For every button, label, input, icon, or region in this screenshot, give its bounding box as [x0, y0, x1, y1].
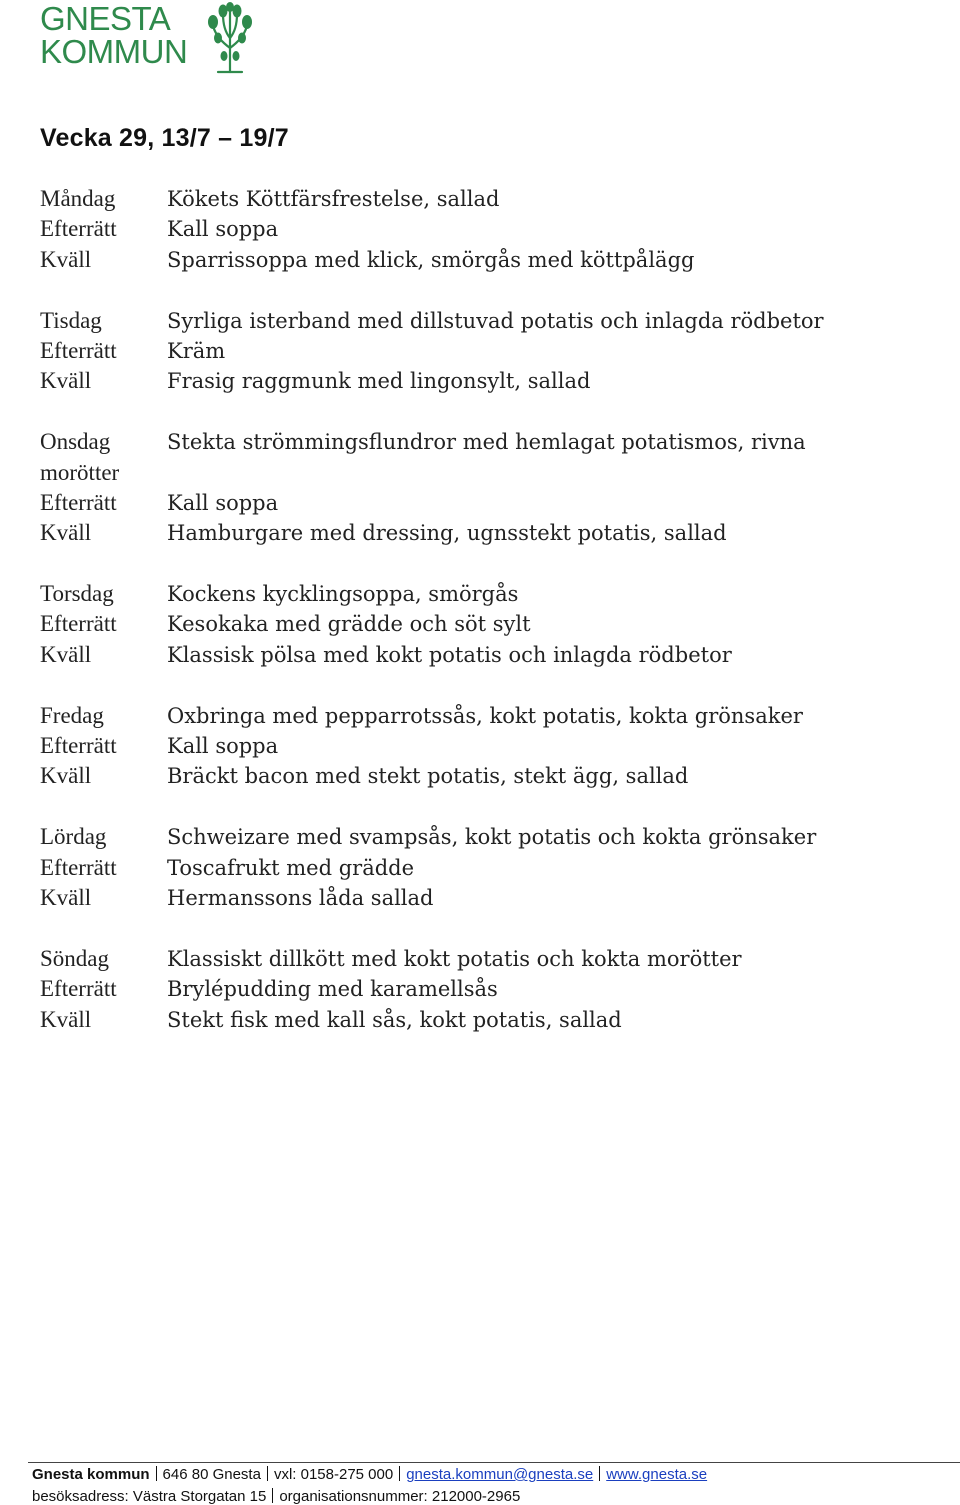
day-label: Söndag: [40, 945, 109, 971]
menu-row: [40, 974, 940, 1004]
dessert-label: Efterrätt: [40, 337, 117, 363]
menu-row: [40, 731, 940, 761]
menu-row: [40, 853, 940, 883]
evening-dish: Hamburgare med dressing, ugnsstekt potatis, sallad: [167, 521, 727, 546]
main-dish: Schweizare med svampsås, kokt potatis och kokta grönsaker: [167, 825, 817, 850]
main-dish: Syrliga isterband med dillstuvad potatis och inlagda rödbetor: [167, 308, 824, 333]
separator: [156, 1466, 157, 1481]
footer-orgnr: organisationsnummer: 212000-2965: [279, 1488, 521, 1505]
evening-label: Kväll: [40, 884, 92, 910]
dessert-dish: Kall soppa: [167, 734, 279, 759]
menu-row: [40, 427, 940, 457]
dessert-label: Efterrätt: [40, 976, 117, 1002]
footer-address-line: [32, 1488, 520, 1505]
dessert-label: Efterrätt: [40, 216, 117, 242]
menu-row: [40, 518, 940, 548]
day-block-sunday: [40, 944, 940, 1035]
separator: [399, 1466, 400, 1481]
day-block-thursday: [40, 579, 940, 670]
dessert-dish: Brylépudding med karamellsås: [167, 977, 498, 1002]
main-dish: Kökets Köttfärsfrestelse, sallad: [167, 187, 500, 211]
evening-label: Kväll: [40, 520, 92, 546]
evening-label: Kväll: [40, 763, 92, 789]
evening-dish: Bräckt bacon med stekt potatis, stekt ägg, sallad: [167, 764, 689, 789]
tree-icon: [204, 2, 256, 74]
evening-label: Kväll: [40, 1006, 92, 1032]
day-block-friday: [40, 701, 940, 792]
day-label: Måndag: [40, 186, 116, 211]
dessert-label: Efterrätt: [40, 611, 117, 637]
menu-row: [40, 609, 940, 639]
logo-wordmark: [40, 2, 187, 68]
footer-phone: vxl: 0158-275 000: [273, 1466, 394, 1483]
day-block-wednesday: [40, 427, 940, 549]
menu-row: [40, 761, 940, 791]
weekly-menu: [40, 184, 940, 1065]
dessert-dish: Toscafrukt med grädde: [167, 855, 415, 880]
main-dish: Klassiskt dillkött med kokt potatis och kokta morötter: [167, 946, 742, 971]
menu-row: [40, 336, 940, 366]
menu-row: [40, 701, 940, 731]
logo-line-2: KOMMUN: [40, 33, 188, 70]
day-label: Fredag: [40, 702, 104, 728]
menu-row: [40, 488, 940, 518]
footer-contact-line: [32, 1466, 707, 1483]
footer-divider: [28, 1462, 960, 1463]
evening-label: Kväll: [40, 641, 92, 667]
footer-postal: 646 80 Gnesta: [162, 1466, 261, 1483]
dessert-dish: Kall soppa: [167, 490, 279, 515]
email-link[interactable]: gnesta.kommun@gnesta.se: [406, 1466, 594, 1483]
logo-line-1: GNESTA: [40, 0, 171, 37]
dessert-label: Efterrätt: [40, 854, 117, 880]
menu-row: [40, 1005, 940, 1035]
evening-dish: Frasig raggmunk med lingonsylt, sallad: [167, 369, 591, 394]
menu-row: [40, 245, 940, 275]
main-dish: Stekta strömmingsflundror med hemlagat potatismos, rivna: [167, 430, 806, 455]
main-dish: Kockens kycklingsoppa, smörgås: [167, 582, 519, 607]
evening-dish: Stekt fisk med kall sås, kokt potatis, sallad: [167, 1007, 622, 1032]
evening-label: Kväll: [40, 368, 92, 394]
evening-dish: Sparrissoppa med klick, smörgås med köttpålägg: [167, 247, 695, 272]
menu-row: [40, 184, 940, 214]
dessert-dish: Kräm: [167, 338, 226, 363]
gnesta-logo: [40, 2, 260, 76]
menu-row: [40, 883, 940, 913]
day-label: Lördag: [40, 824, 107, 850]
separator: [599, 1466, 600, 1481]
menu-row: [40, 306, 940, 336]
day-block-tuesday: [40, 306, 940, 397]
evening-dish: Klassisk pölsa med kokt potatis och inlagda rödbetor: [167, 642, 732, 667]
main-dish-wrap: morötter: [40, 459, 120, 485]
menu-row: [40, 640, 940, 670]
menu-row: [40, 214, 940, 244]
page-title: Vecka 29, 13/7 – 19/7: [40, 124, 289, 152]
separator: [272, 1488, 273, 1503]
menu-row: [40, 579, 940, 609]
footer-address: besöksadress: Västra Storgatan 15: [32, 1488, 267, 1505]
separator: [267, 1466, 268, 1481]
menu-row: [40, 822, 940, 852]
dessert-label: Efterrätt: [40, 489, 117, 515]
evening-dish: Hermanssons låda sallad: [167, 885, 434, 910]
day-label: Onsdag: [40, 429, 111, 455]
main-dish: Oxbringa med pepparrotssås, kokt potatis, kokta grönsaker: [167, 703, 803, 728]
day-block-monday: [40, 184, 940, 275]
menu-row: [40, 366, 940, 396]
dessert-dish: Kesokaka med grädde och söt sylt: [167, 612, 531, 637]
footer-org-name: Gnesta kommun: [32, 1466, 150, 1483]
evening-label: Kväll: [40, 246, 92, 272]
dessert-dish: Kall soppa: [167, 217, 279, 242]
day-label: Tisdag: [40, 307, 102, 333]
day-label: Torsdag: [40, 581, 114, 607]
dessert-label: Efterrätt: [40, 733, 117, 759]
menu-row: [40, 944, 940, 974]
website-link[interactable]: www.gnesta.se: [606, 1466, 708, 1483]
day-block-saturday: [40, 822, 940, 913]
